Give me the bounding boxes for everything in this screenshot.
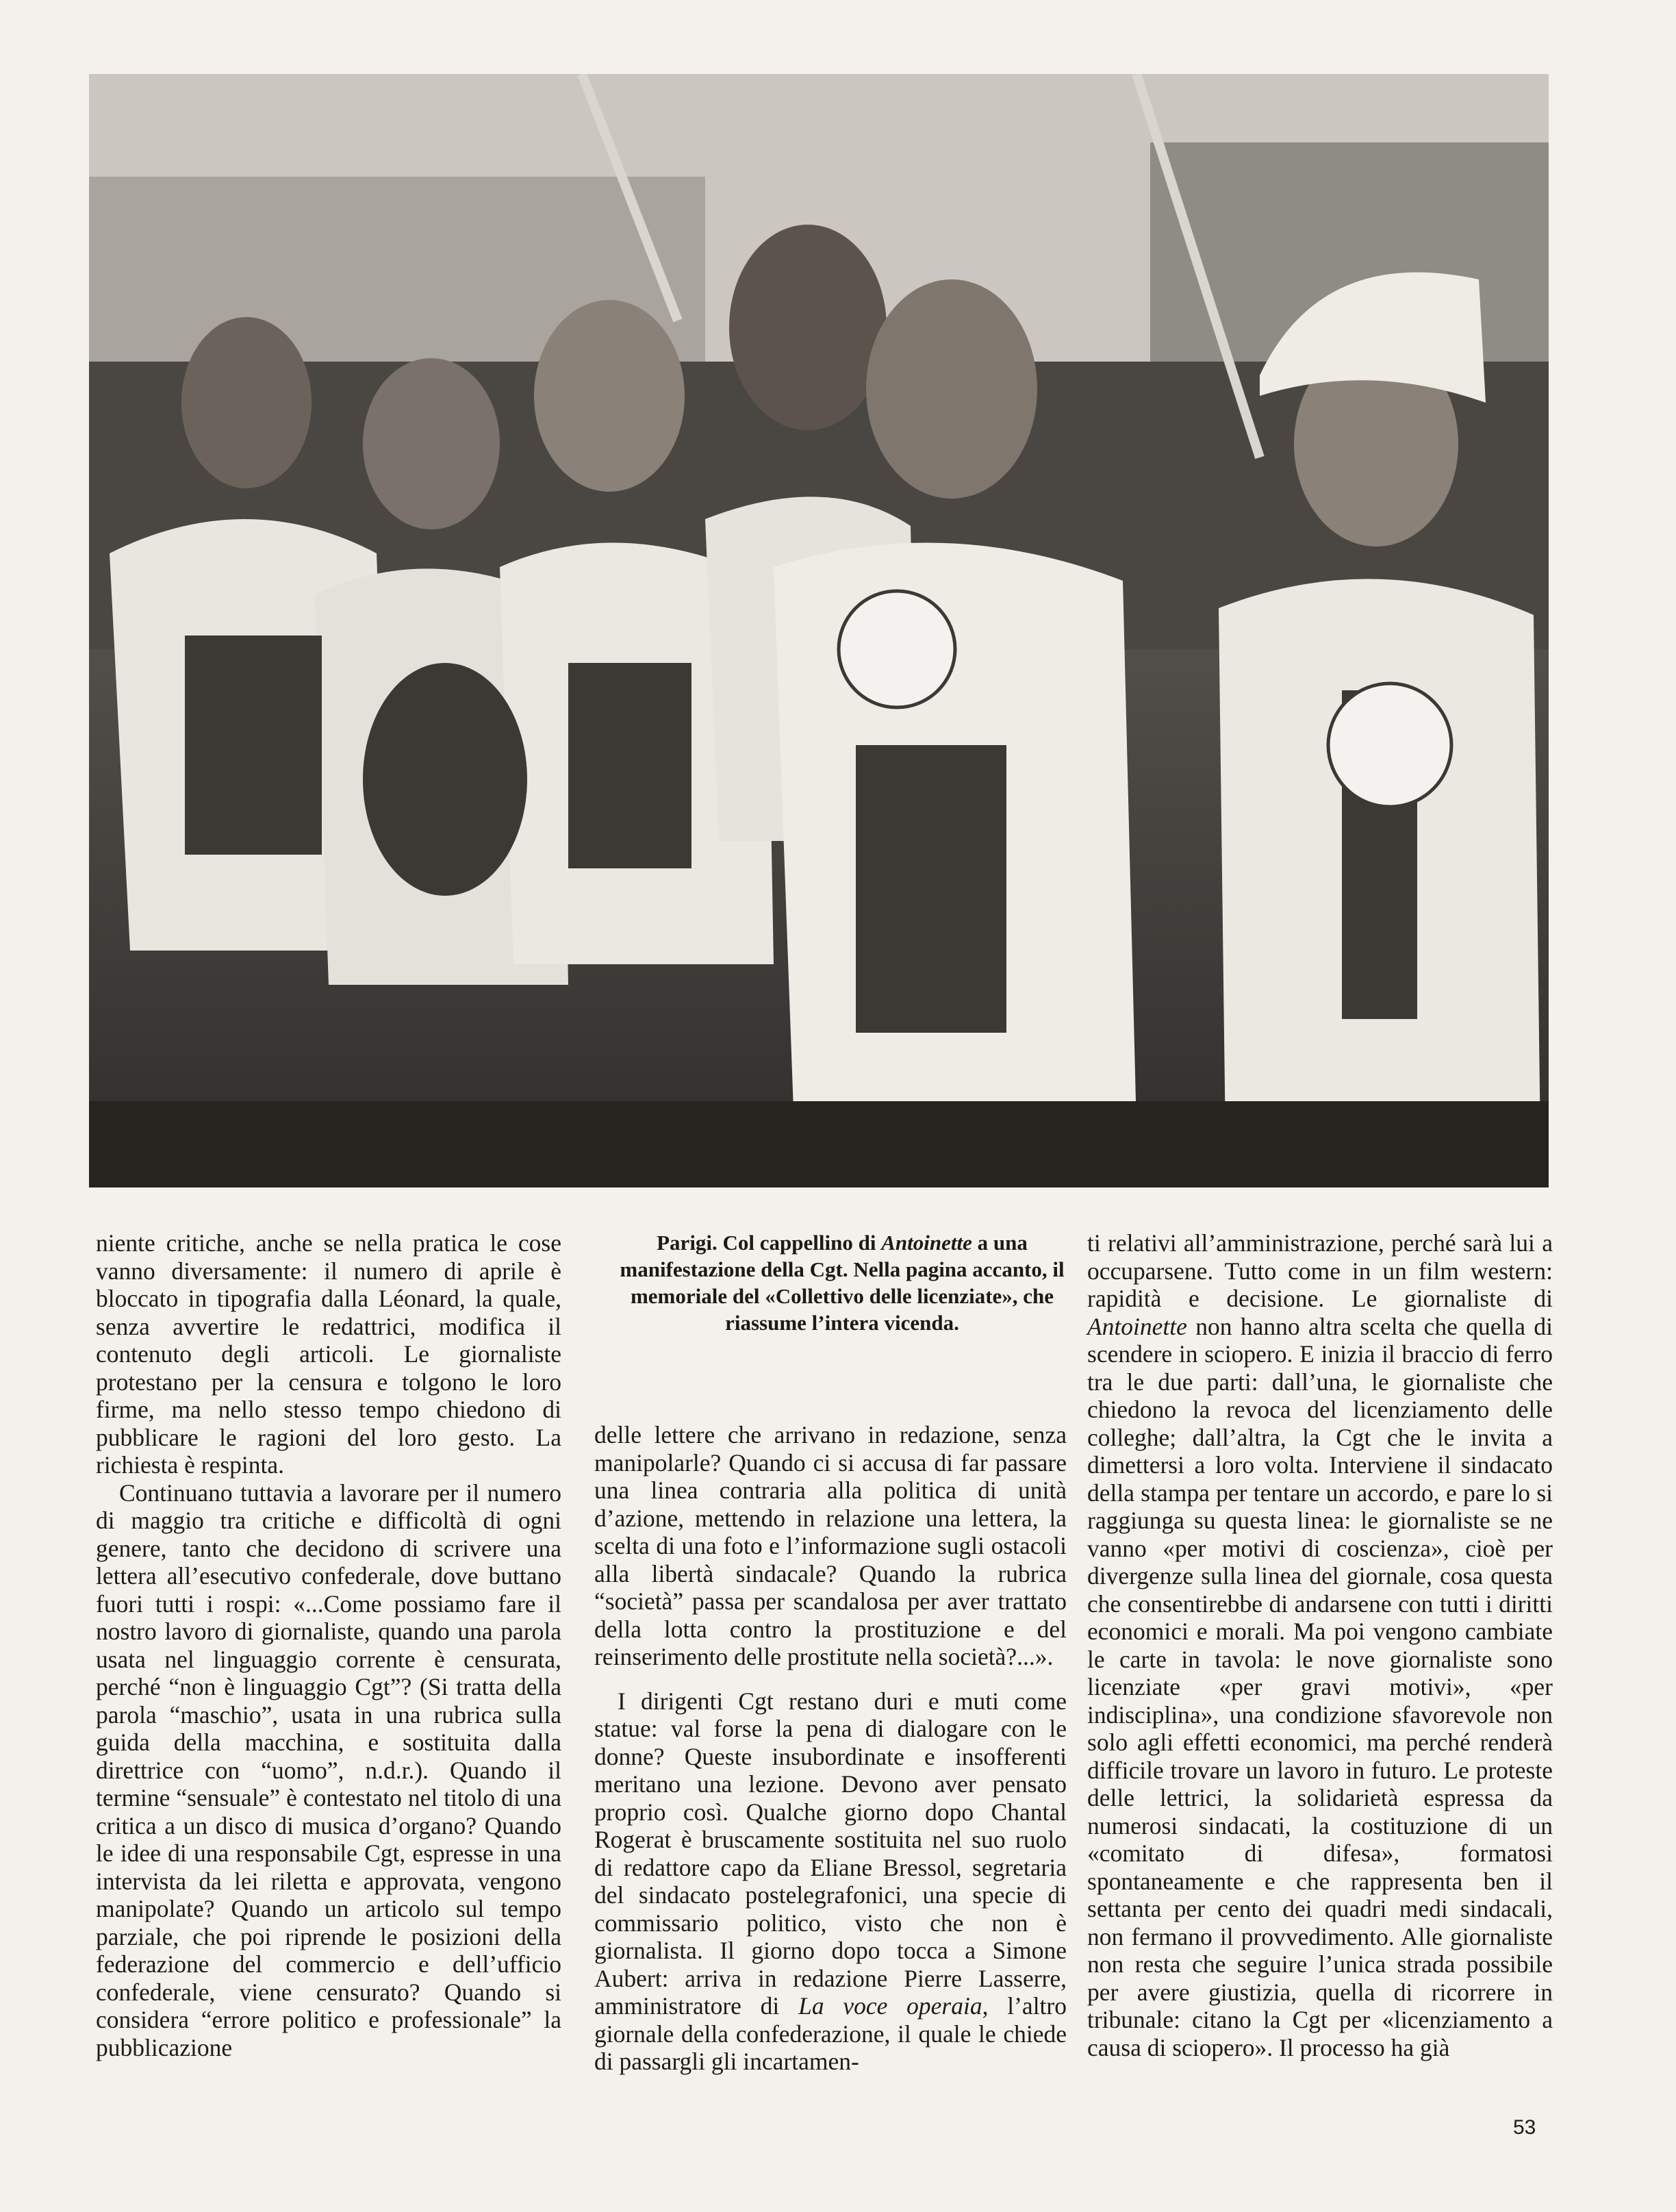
column3-magazine-title: Antoinette xyxy=(1087,1312,1187,1340)
shirt-letter-o-shape xyxy=(363,663,527,896)
column3-text-b: non hanno altra scelta che quella di scendere in sciopero. E inizia il braccio di ferro tra le due parti: dall’una, le giornaliste che chiedono la revoca del licenziamento delle colleghe; dall’altra, la Cgt che le invita a dimettersi a loro volta. Interviene il sindacato della stampa per tentare un accordo, e pare lo si raggiunga su questa linea: le giornaliste se ne vanno «per motivi di coscienza», cioè per divergenze sulla linea del giornale, cosa questa che consentirebbe di andarsene con tutti i diritti economici e morali. Ma poi vengono cambiate le carte in tavola: le nove giornaliste sono licenziate «per gravi motivi», «per indisciplina», una condizione sfavorevole non solo agli effetti economici, ma perché renderà difficile trovare un lavoro in futuro. Le proteste delle lettrici, la solidarietà espressa da numerosi sindacati, la costituzione di un «comitato di difesa», formatosi spontaneamente e che rappresenta ben il settanta per cento dei quadri medi sindacali, non fermano il provvedimento. Alle giornaliste non resta che seguire l’unica strada possibile per avere giustizia, quella di ricorrere in tribunale: citano la Cgt per «licenziamento a causa di sciopero». Il processo ha già xyxy=(1087,1312,1553,2061)
paragraph-gap xyxy=(594,1671,1067,1687)
article-column-3 xyxy=(1087,1229,1553,2089)
article-column-2 xyxy=(594,1421,1067,2089)
column3-paragraph-1 xyxy=(1087,1229,1553,2061)
column3-text-a: ti relativi all’amministrazione, perché sarà lui a occuparsene. Tutto come in un film western: rapidità e decisione. Le giornaliste di xyxy=(1087,1229,1553,1312)
caption-title: Antoinette xyxy=(881,1231,972,1255)
column1-paragraph-1: niente critiche, anche se nella pratica le cose vanno diversamente: il numero di aprile è bloccato in tipografia dalla Léonard, la quale, senza avvertire le redattrici, modifica il contenuto degli articoli. Le giornaliste protestano per la censura e tolgono le loro firme, ma nello stesso tempo chiedono di pubblicare le ragioni del loro gesto. La richiesta è respinta. xyxy=(96,1229,561,1479)
woman-5-head xyxy=(866,279,1037,499)
shirt-letter-r-shape xyxy=(856,745,1006,1033)
shirt-letter-u-shape xyxy=(568,663,691,868)
badge-right xyxy=(1328,683,1451,807)
shirt-letter-e-shape xyxy=(185,636,322,855)
caption-text-2: a una manifestazione della Cgt. Nella pagina accanto, il memoriale del «Collettivo delle licenziate», che riassume l’intera vicenda. xyxy=(620,1231,1065,1335)
column2-paragraph-2 xyxy=(594,1687,1067,2076)
column2-newspaper-title: La voce operaia xyxy=(798,1992,982,2020)
column2-paragraph-1: delle lettere che arrivano in redazione, senza manipolarle? Quando ci si accusa di far passare una linea contraria alla politica di unità d’azione, mettendo in relazione una lettera, la scelta di una foto e l’informazione sugli ostacoli alla libertà sindacale? Quando la rubrica “società” passa per scandalosa per aver trattato della lotta contro la prostituzione e del reinserimento delle prostitute nella società?...». xyxy=(594,1421,1067,1670)
badge-left xyxy=(839,591,955,707)
column2-paragraph-2-text-b: , l’altro giornale della confederazione, il quale le chiede di passargli gli incartamen- xyxy=(594,1992,1067,2075)
article-column-1 xyxy=(96,1229,561,2089)
woman-2-head xyxy=(363,358,500,529)
photo-caption xyxy=(602,1229,1082,1336)
caption-text-1: Parigi. Col cappellino di xyxy=(657,1231,882,1255)
woman-4-head xyxy=(729,225,887,430)
column2-paragraph-2-text-a: I dirigenti Cgt restano duri e muti come statue: val forse la pena di dialogare con le donne? Queste insubordinate e insofferenti meritano una lezione. Devono aver pensato proprio così. Qualche giorno dopo Chantal Rogerat è bruscamente sostituita nel suo ruolo di redattore capo da Eliane Bressol, segretaria del sindacato postelegrafonici, una specie di commissario politico, visto che non è giornalista. Il giorno dopo tocca a Simone Aubert: arriva in redazione Pierre Lasserre, amministratore di xyxy=(594,1687,1067,2020)
protest-photo xyxy=(89,74,1549,1187)
page-number: 53 xyxy=(1513,2116,1536,2139)
protest-photo-illustration xyxy=(89,74,1549,1187)
ground xyxy=(89,1101,1549,1187)
woman-1-head xyxy=(181,317,312,488)
column1-paragraph-2: Continuano tuttavia a lavorare per il numero di maggio tra critiche e difficoltà di ogni genere, tanto che decidono di scrivere una lettera all’esecutivo confederale, dove buttano fuori tutti i rospi: «...Come possiamo fare il nostro lavoro di giornaliste, quando una parola usata nel linguaggio corrente è censurata, perché “non è linguaggio Cgt”? (Si tratta della parola “maschio”, usata in una rubrica sulla guida della macchina, e sostituita dalla direttrice con “uomo”, n.d.r.). Quando il termine “sensuale” è contestato nel titolo di una critica a un disco di musica d’organo? Quando le idee di una responsabile Cgt, espresse in una intervista da lei riletta e approvata, vengono manipolate? Quando un articolo sul tempo parziale, che poi riprende le posizioni della federazione del commercio e dell’ufficio confederale, viene censurato? Quando si considera “errore politico e professionale” la pubblicazione xyxy=(96,1479,561,2061)
woman-3-head xyxy=(534,300,685,492)
